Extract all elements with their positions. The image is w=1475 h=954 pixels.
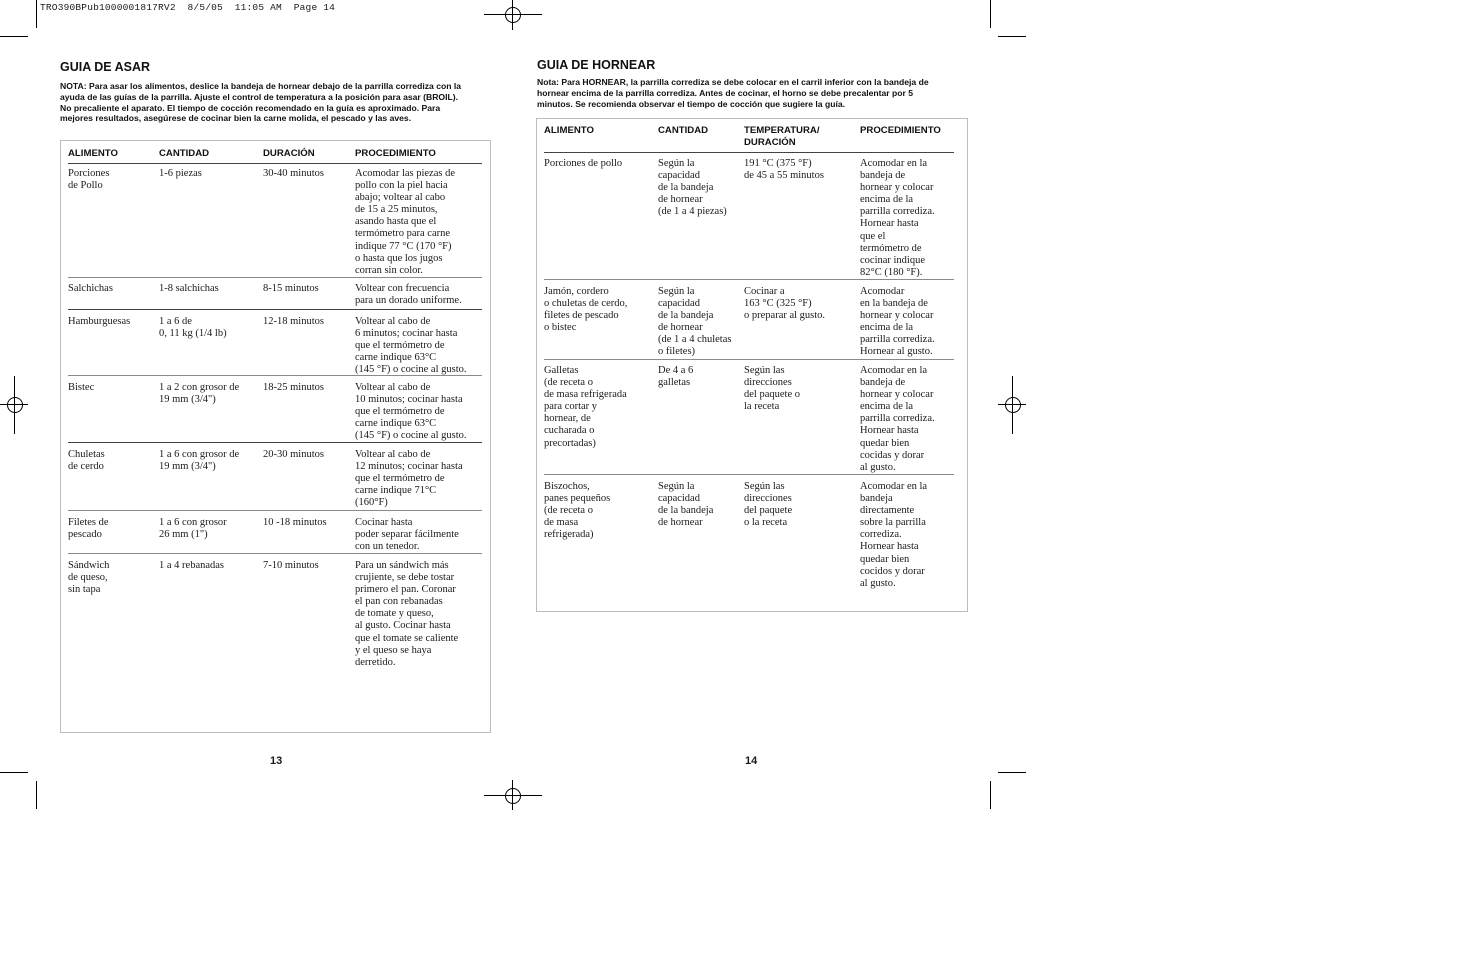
cell-quantity: 1 a 4 rebanadas [159, 560, 225, 571]
cell-procedure: Voltear al cabo de 6 minutos; cocinar hasta que el termómetro de carne indique 63°C (145 °F) o cocine al gusto. [355, 316, 467, 376]
cell-quantity: Según la capacidad de la bandeja de hornear [658, 481, 714, 529]
cell-quantity: 1 a 2 con grosor de 19 mm (3/4") [159, 382, 240, 406]
cell-food: Biszochos, panes pequeños (de receta o de masa refrigerada) [544, 481, 611, 541]
cell-food: Hamburguesas [68, 316, 131, 327]
row-divider [544, 474, 954, 475]
header-rule [68, 163, 482, 164]
cell-duration: 20-30 minutos [263, 449, 324, 460]
row-divider [68, 553, 482, 554]
note-line: Nota: Para HORNEAR, la parrilla corrediza se debe colocar en el carril inferior con la bandeja de [537, 77, 929, 87]
cell-procedure: Voltear al cabo de 10 minutos; cocinar hasta que el termómetro de carne indique 63°C (145 °F) o cocine al gusto. [355, 382, 467, 442]
row-divider [68, 277, 482, 278]
note-line: No precaliente el aparato. El tiempo de cocción recomendado en la guía es aproximado. Para [60, 102, 441, 113]
cell-procedure: Cocinar hasta poder separar fácilmente con un tenedor. [355, 517, 459, 553]
note-line: NOTA: Para asar los alimentos, deslice la bandeja de hornear debajo de la parrilla corrediza con la [60, 81, 462, 91]
cell-food: Bistec [68, 382, 95, 393]
cell-procedure: Acomodar en la bandeja de hornear y colocar encima de la parrilla corrediza. Hornear hasta que el termómetro de cocinar indique 82°C (180 °F). [860, 158, 935, 278]
bake-guide-title: GUIA DE HORNEAR [537, 58, 656, 72]
note-line: ayuda de las guías de la parrilla. Ajuste el control de temperatura a la posición para asar (BROIL). [60, 91, 458, 102]
bake-guide-table [536, 118, 968, 612]
row-divider [544, 279, 954, 280]
cell-procedure: Para un sándwich más crujiente, se debe tostar primero el pan. Coronar el pan con rebanadas de tomate y queso, al gusto. Cocinar hasta que el tomate se caliente y el queso se haya derretido. [355, 560, 459, 668]
cell-quantity: 1-6 piezas [159, 168, 202, 179]
cell-temperature-duration: Según las direcciones del paquete o la receta [744, 481, 793, 529]
col-header-duration: DURACIÓN [263, 148, 315, 159]
row-divider [68, 442, 482, 443]
cell-food: Porciones de pollo [544, 158, 623, 169]
note-line: hornear encima de la parrilla corrediza. Antes de cocinar, el horno se debe precalentar por 5 [537, 87, 914, 98]
cell-temperature-duration: Cocinar a 163 °C (325 °F) o preparar al gusto. [744, 286, 826, 322]
header-rule [544, 152, 954, 153]
cell-temperature-duration: 191 °C (375 °F) de 45 a 55 minutos [744, 158, 824, 182]
row-divider [68, 309, 482, 310]
cell-food: Filetes de pescado [68, 517, 109, 541]
col-header-procedure: PROCEDIMIENTO [355, 148, 436, 159]
cell-duration: 10 -18 minutos [263, 517, 327, 528]
cell-procedure: Voltear con frecuencia para un dorado uniforme. [355, 283, 462, 307]
cell-procedure: Acomodar en la bandeja de hornear y colocar encima de la parrilla corrediza. Hornear al gusto. [860, 286, 935, 358]
cell-duration: 30-40 minutos [263, 168, 324, 179]
note-line: minutos. Se recomienda observar el tiempo de cocción que sugiere la guía. [537, 98, 846, 109]
cell-duration: 7-10 minutos [263, 560, 319, 571]
cell-quantity: 1 a 6 con grosor de 19 mm (3/4") [159, 449, 240, 473]
cell-food: Galletas (de receta o de masa refrigerada para cortar y hornear, de cucharada o precortadas) [544, 365, 627, 449]
printer-slug: TRO390BPub1000001817RV2 8/5/05 11:05 AM Page 14 [40, 2, 336, 13]
cell-duration: 18-25 minutos [263, 382, 324, 393]
cell-duration: 12-18 minutos [263, 316, 324, 327]
col-header-procedure: PROCEDIMIENTO [860, 125, 941, 136]
cell-food: Porciones de Pollo [68, 168, 110, 192]
cell-food: Salchichas [68, 283, 113, 294]
page-number-right: 14 [745, 755, 758, 767]
broil-guide-title: GUIA DE ASAR [60, 60, 151, 74]
cell-quantity: 1 a 6 de 0, 11 kg (1/4 lb) [159, 316, 227, 340]
row-divider [68, 510, 482, 511]
cell-duration: 8-15 minutos [263, 283, 319, 294]
cell-procedure: Acomodar en la bandeja de hornear y colocar encima de la parrilla corrediza. Hornear hasta quedar bien cocidas y dorar al gusto. [860, 365, 935, 473]
col-header-temperature-duration: TEMPERATURA/ DURACIÓN [744, 125, 820, 148]
bake-guide-note [537, 77, 929, 109]
cell-food: Jamón, cordero o chuletas de cerdo, filetes de pescado o bistec [544, 286, 628, 334]
cell-procedure: Acomodar en la bandeja directamente sobre la parrilla corrediza. Hornear hasta quedar bien cocidos y dorar al gusto. [860, 481, 928, 589]
cell-procedure: Acomodar las piezas de pollo con la piel hacia abajo; voltear al cabo de 15 a 25 minutos, asando hasta que el termómetro para carne indique 77 °C (170 °F) o hasta que los jugos corran sin color. [355, 168, 456, 276]
cell-quantity: Según la capacidad de la bandeja de hornear (de 1 a 4 chuletas o filetes) [658, 286, 732, 358]
cell-food: Chuletas de cerdo [68, 449, 105, 473]
cell-quantity: 1 a 6 con grosor 26 mm (1") [159, 517, 227, 541]
page-number-left: 13 [270, 755, 283, 767]
row-divider [544, 359, 954, 360]
col-header-quantity: CANTIDAD [159, 148, 210, 159]
cell-quantity: De 4 a 6 galletas [658, 365, 694, 389]
row-divider [68, 375, 482, 376]
col-header-food: ALIMENTO [68, 148, 118, 159]
broil-guide-table [60, 140, 491, 733]
note-line: mejores resultados, asegúrese de cocinar bien la carne molida, el pescado y las aves. [60, 113, 412, 124]
col-header-food: ALIMENTO [544, 125, 594, 136]
cell-quantity: 1-8 salchichas [159, 283, 219, 294]
cell-temperature-duration: Según las direcciones del paquete o la receta [744, 365, 800, 413]
col-header-quantity: CANTIDAD [658, 125, 709, 136]
cell-procedure: Voltear al cabo de 12 minutos; cocinar hasta que el termómetro de carne indique 71°C (160°F) [355, 449, 463, 509]
broil-guide-note [60, 81, 461, 124]
cell-quantity: Según la capacidad de la bandeja de hornear (de 1 a 4 piezas) [658, 158, 727, 218]
cell-food: Sándwich de queso, sin tapa [68, 560, 110, 596]
